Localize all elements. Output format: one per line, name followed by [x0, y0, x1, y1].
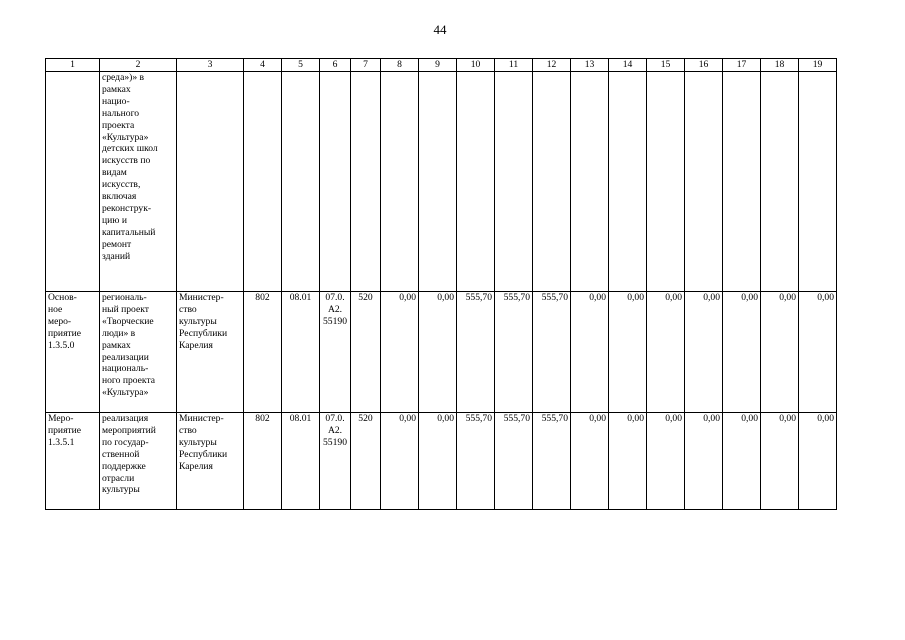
activity-name-cell: региональ- ный проект «Творческие люди» в рамках реализации националь- ного проекта «Культура»: [100, 292, 177, 413]
column-number: 5: [282, 59, 320, 72]
amount-cell: [609, 72, 647, 292]
target-article-cell: 07.0. А2. 55190: [320, 292, 351, 413]
amount-cell: [457, 72, 495, 292]
column-number: 10: [457, 59, 495, 72]
expense-type-cell: 520: [351, 413, 381, 510]
amount-cell: 0,00: [761, 292, 799, 413]
amount-cell: 0,00: [381, 413, 419, 510]
responsible-executor-cell: Министер- ство культуры Республики Карелия: [177, 292, 244, 413]
column-number: 17: [723, 59, 761, 72]
column-number: 3: [177, 59, 244, 72]
table-row: [46, 413, 837, 510]
column-number: 2: [100, 59, 177, 72]
activity-code-cell: Меро- приятие 1.3.5.1: [46, 413, 100, 510]
amount-cell: 0,00: [571, 413, 609, 510]
amount-cell: [533, 72, 571, 292]
amount-cell: 0,00: [723, 292, 761, 413]
column-number: 15: [647, 59, 685, 72]
section-cell: 08.01: [282, 413, 320, 510]
column-number: 18: [761, 59, 799, 72]
amount-cell: 0,00: [647, 413, 685, 510]
amount-cell: 555,70: [457, 292, 495, 413]
amount-cell: [761, 72, 799, 292]
page-number: 44: [433, 22, 447, 37]
amount-cell: [647, 72, 685, 292]
amount-cell: 0,00: [685, 413, 723, 510]
activity-code-cell: Основ- ное меро- приятие 1.3.5.0: [46, 292, 100, 413]
activity-name-cell: среда»)» в рамках нацио- нального проекта «Культура» детских школ искусств по видам искусств, включая реконструк- цию и капитальный ремонт зданий: [100, 72, 177, 292]
responsible-executor-cell: [177, 72, 244, 292]
amount-cell: 0,00: [799, 292, 837, 413]
table-row: [46, 292, 837, 413]
amount-cell: 0,00: [571, 292, 609, 413]
target-article-cell: [320, 72, 351, 292]
expense-type-cell: [351, 72, 381, 292]
amount-cell: [685, 72, 723, 292]
amount-cell: 0,00: [761, 413, 799, 510]
expense-type-cell: 520: [351, 292, 381, 413]
table-row: [46, 72, 837, 292]
amount-cell: 555,70: [495, 292, 533, 413]
amount-cell: 0,00: [419, 292, 457, 413]
amount-cell: [799, 72, 837, 292]
budget-table: [45, 58, 837, 510]
column-number-row: [46, 59, 837, 72]
column-number: 19: [799, 59, 837, 72]
activity-code-cell: [46, 72, 100, 292]
amount-cell: [495, 72, 533, 292]
section-cell: [282, 72, 320, 292]
amount-cell: 0,00: [609, 413, 647, 510]
amount-cell: [419, 72, 457, 292]
column-number: 6: [320, 59, 351, 72]
column-number: 14: [609, 59, 647, 72]
amount-cell: 0,00: [723, 413, 761, 510]
amount-cell: 0,00: [647, 292, 685, 413]
responsible-executor-cell: Министер- ство культуры Республики Карелия: [177, 413, 244, 510]
amount-cell: [571, 72, 609, 292]
amount-cell: 555,70: [457, 413, 495, 510]
amount-cell: 0,00: [799, 413, 837, 510]
amount-cell: 0,00: [381, 292, 419, 413]
column-number: 8: [381, 59, 419, 72]
column-number: 12: [533, 59, 571, 72]
column-number: 11: [495, 59, 533, 72]
column-number: 7: [351, 59, 381, 72]
target-article-cell: 07.0. А2. 55190: [320, 413, 351, 510]
grbs-cell: 802: [244, 413, 282, 510]
amount-cell: [381, 72, 419, 292]
column-number: 13: [571, 59, 609, 72]
amount-cell: 555,70: [533, 413, 571, 510]
amount-cell: 555,70: [533, 292, 571, 413]
section-cell: 08.01: [282, 292, 320, 413]
column-number: 4: [244, 59, 282, 72]
amount-cell: 0,00: [419, 413, 457, 510]
amount-cell: 0,00: [685, 292, 723, 413]
grbs-cell: [244, 72, 282, 292]
amount-cell: 0,00: [609, 292, 647, 413]
amount-cell: 555,70: [495, 413, 533, 510]
grbs-cell: 802: [244, 292, 282, 413]
column-number: 1: [46, 59, 100, 72]
amount-cell: [723, 72, 761, 292]
column-number: 9: [419, 59, 457, 72]
activity-name-cell: реализация мероприятий по государ- ственной поддержке отрасли культуры: [100, 413, 177, 510]
column-number: 16: [685, 59, 723, 72]
